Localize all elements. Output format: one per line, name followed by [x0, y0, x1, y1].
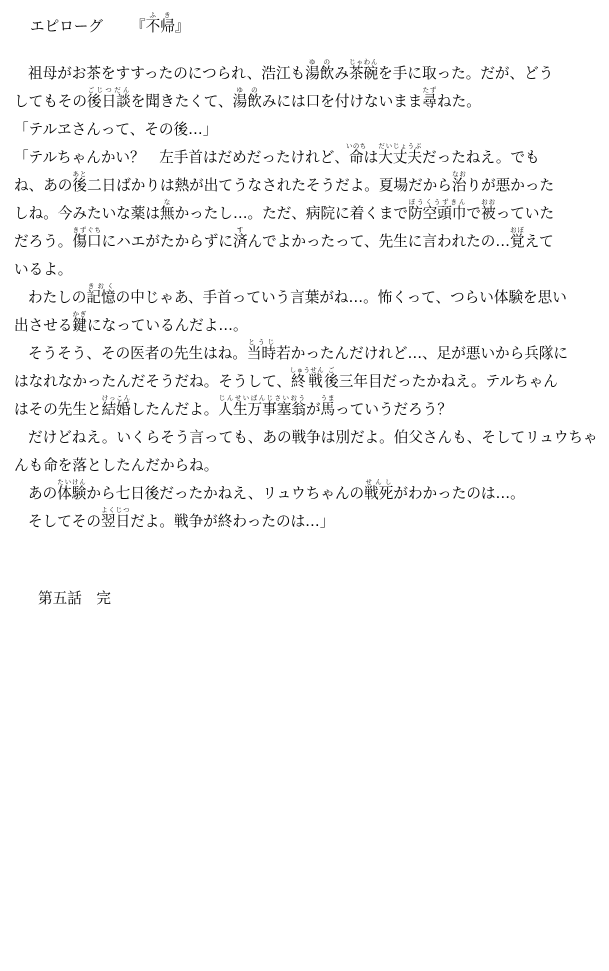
text-segment: 出させる	[14, 317, 73, 334]
text-segment: いるよ。	[14, 261, 73, 278]
text-line	[14, 361, 604, 391]
text-segment: の中じゃあ、手首っていう言葉がね…。怖くって、つらい体験を思い	[115, 289, 567, 306]
text-segment: んでよかったって、先生に言われたの…	[247, 233, 510, 250]
text-segment: 「テルヱさんって、その後…」	[14, 121, 218, 138]
ruby-word: 傷口きずぐち	[72, 226, 102, 250]
ruby-word: 尋たず	[422, 86, 438, 110]
text-segment: 祖母がお茶をすすったのにつられ、浩江も	[28, 65, 306, 82]
text-segment: かったし…。ただ、病院に着くまで	[174, 205, 409, 222]
text-line	[14, 193, 604, 223]
text-segment: にハエがたからずに	[101, 233, 233, 250]
text-segment: み	[334, 65, 349, 82]
text-segment: しね。今みたいな薬は	[14, 205, 160, 222]
ruby-word: 鍵かぎ	[72, 310, 87, 334]
chapter-heading	[30, 6, 609, 36]
text-segment: がわかったのは…。	[393, 485, 525, 502]
text-segment: になっているんだよ…。	[87, 317, 248, 334]
ruby-word: 結婚けっこん	[101, 394, 131, 418]
ruby-word: 体験たいけん	[57, 478, 87, 502]
ruby-word: 終戦しゅうせん	[289, 366, 325, 390]
text-segment: はその先生と	[14, 401, 102, 418]
text-segment: っていうだろう？	[335, 401, 452, 418]
ruby-word: 防空頭巾ぼうくうずきん	[408, 198, 467, 222]
ruby-word: 人生万事塞翁じんせいばんじさいおう	[218, 394, 306, 418]
text-segment: んも命を落としたんだからね。	[14, 457, 219, 474]
text-line	[14, 81, 604, 111]
text-segment: は	[363, 149, 379, 166]
text-segment: 「テルちゃんかい？ 左手首はだめだったけれど、	[14, 149, 349, 166]
text-segment: ねた。	[437, 93, 481, 110]
ruby-word: 命いのち	[345, 142, 367, 166]
text-segment: を聞きたくて、	[130, 93, 233, 110]
text-line	[14, 501, 604, 531]
text-segment: してもその	[14, 93, 87, 110]
text-line	[14, 417, 604, 447]
heading-title: 不帰ふき	[145, 11, 175, 35]
text-line	[14, 389, 604, 419]
ruby-word: 覚おぼ	[509, 226, 525, 250]
text-segment: わたしの	[28, 289, 87, 306]
ruby-word: 戦死せんし	[364, 478, 394, 502]
text-segment: で	[466, 205, 482, 222]
ruby-word: 無な	[159, 198, 175, 222]
text-segment: だよ。戦争が終わったのは…」	[130, 513, 335, 530]
ruby-word: 翌日よくじつ	[100, 506, 131, 530]
text-segment: 二日ばかりは熱が出てうなされたそうだよ。夏場だから	[87, 177, 452, 194]
heading-bracket-open: 『	[130, 18, 146, 35]
text-segment: だけどねえ。いくらそう言っても、あの戦争は別だよ。伯父さんも、そしてリュウちゃ	[28, 429, 598, 446]
text-line	[14, 277, 604, 307]
text-segment: ね、あの	[14, 177, 73, 194]
text-segment: 若かったんだけれど…、足が悪いから兵隊に	[276, 345, 569, 362]
ruby-word: 後ご	[324, 366, 339, 390]
heading-label: エピローグ	[30, 18, 103, 35]
ruby-word: 当時とうじ	[246, 338, 277, 362]
text-segment: を手に取った。だが、どう	[378, 65, 554, 82]
text-segment: みには口を付けないまま	[261, 93, 423, 110]
ruby-word: 記憶きおく	[86, 282, 116, 306]
text-line	[14, 473, 604, 503]
text-segment: あの	[28, 485, 58, 502]
ruby-word: 茶碗じゃわん	[348, 58, 379, 82]
text-line	[14, 137, 604, 167]
text-segment: りが悪かった	[466, 177, 555, 194]
text-line	[14, 333, 604, 363]
text-segment: はなれなかったんだそうだね。そうして、	[14, 373, 291, 390]
ruby-word: 治なお	[451, 170, 467, 194]
text-line	[14, 221, 604, 251]
text-segment: が	[305, 401, 321, 418]
text-line	[14, 445, 604, 475]
text-line	[14, 305, 604, 335]
ruby-word: 後あと	[72, 170, 87, 194]
heading-bracket-close: 』	[174, 18, 190, 35]
episode-end-text: 第五話 完	[38, 590, 111, 607]
text-segment: えて	[524, 233, 554, 250]
text-segment: だろう。	[14, 233, 73, 250]
ruby-word: 被おお	[481, 198, 496, 222]
text-segment: から七日後だったかねえ、リュウちゃんの	[86, 485, 365, 502]
text-line	[14, 249, 604, 279]
ruby-word: 馬うま	[320, 394, 336, 418]
ruby-word: 湯飲ゆの	[305, 58, 335, 82]
text-segment: そしてその	[28, 513, 101, 530]
text-segment: したんだよ。	[130, 401, 219, 418]
text-line	[14, 109, 604, 139]
text-segment: そうそう、その医者の先生はね。	[28, 345, 247, 362]
text-segment: 三年目だったかねえ。テルちゃん	[338, 373, 558, 390]
text-segment: だったねえ。でも	[422, 149, 540, 166]
ruby-word: 済す	[232, 226, 248, 250]
text-line	[14, 165, 604, 195]
text-segment: っていた	[495, 205, 555, 222]
ruby-word: 大丈夫だいじょうぶ	[378, 142, 423, 166]
ruby-word: 後日談ごじつだん	[86, 86, 131, 110]
ruby-word: 湯飲ゆの	[232, 86, 262, 110]
text-line	[14, 53, 604, 83]
episode-end	[38, 578, 609, 608]
